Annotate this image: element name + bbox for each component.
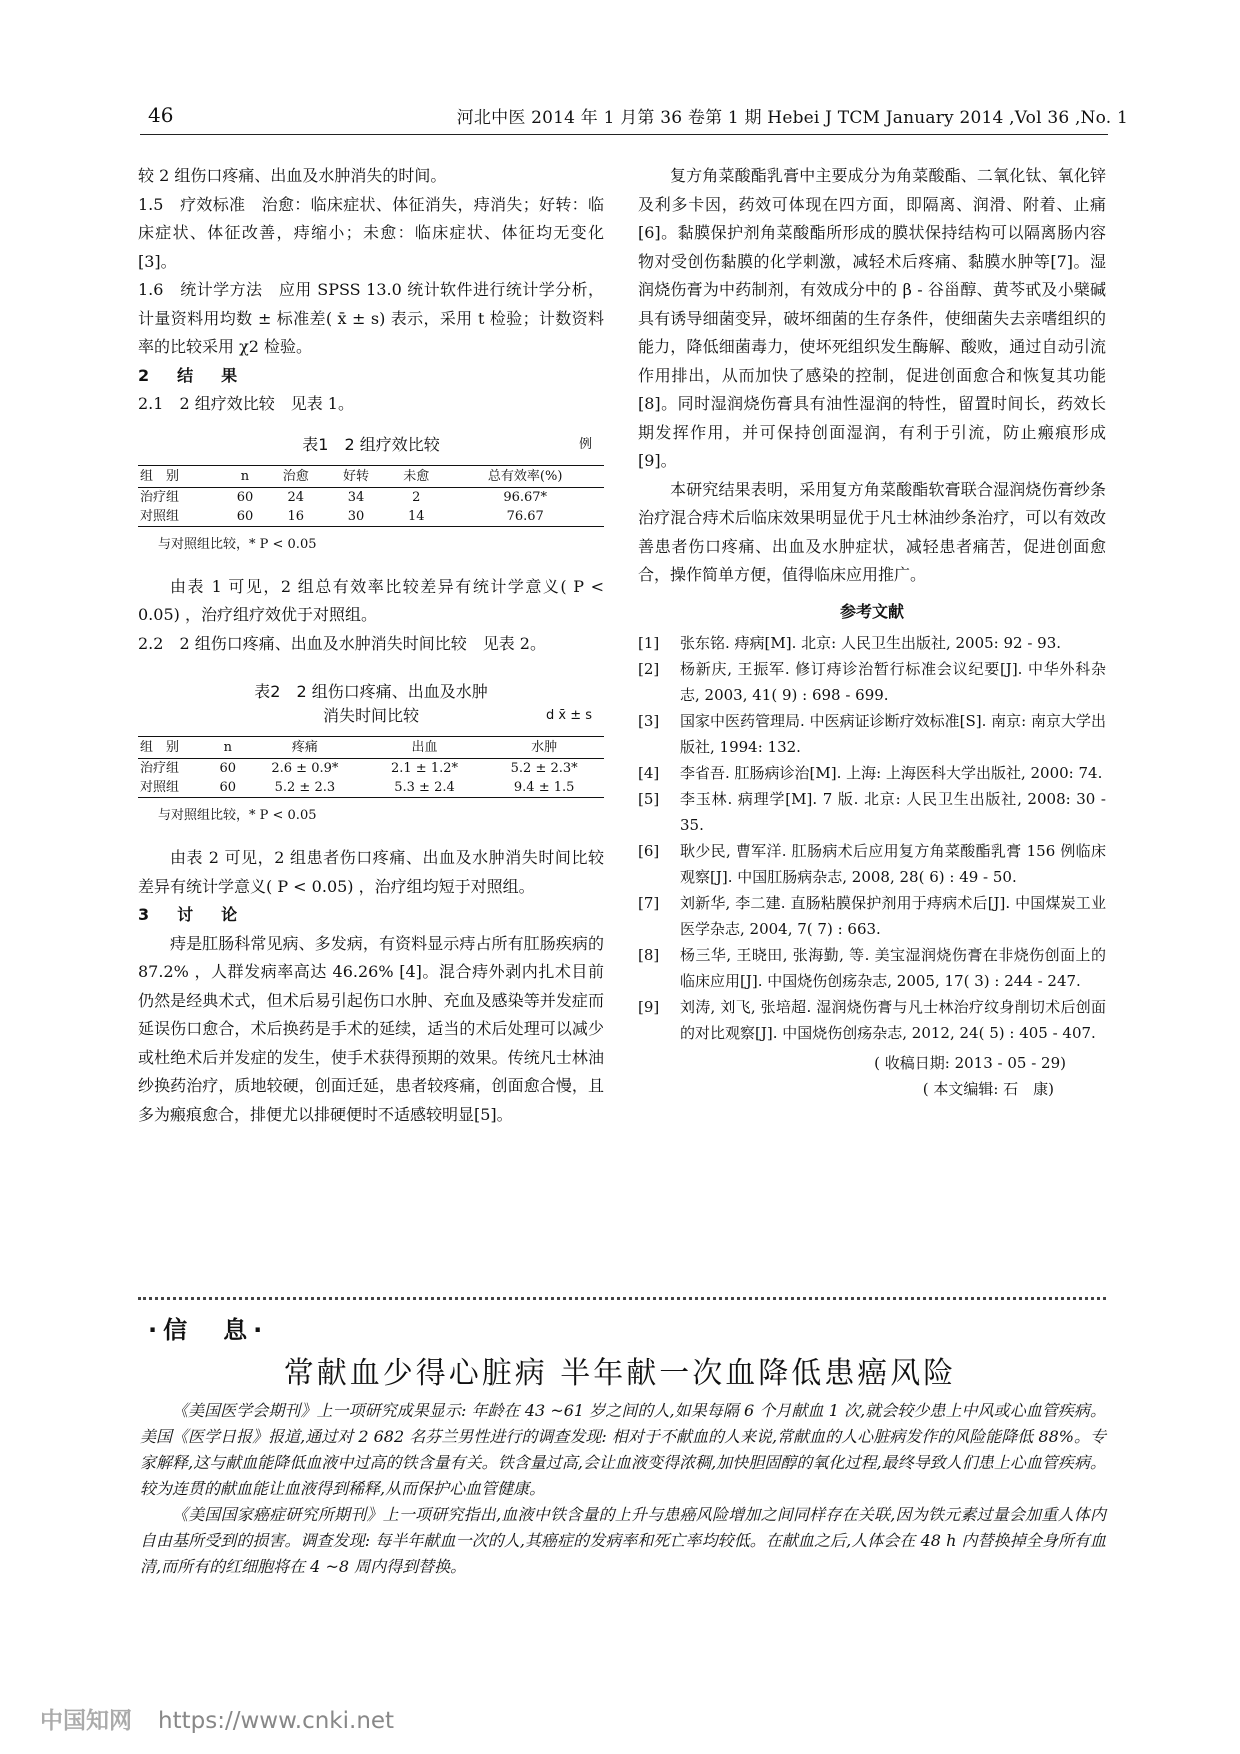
paragraph: 1.6 统计学方法 应用 SPSS 13.0 统计软件进行统计学分析，计量资料用均数 ± 标准差( x̄ ± s) 表示，采用 t 检验；计数资料率的比较采用 χ2 检验。 bbox=[138, 280, 604, 356]
table-row bbox=[138, 778, 604, 798]
table-row bbox=[138, 507, 604, 527]
table-cell: 16 bbox=[266, 507, 326, 527]
header-rule bbox=[140, 134, 1108, 135]
table1-title: 表1 2 组疗效比较 例 bbox=[138, 433, 604, 457]
right-column bbox=[638, 162, 1106, 1102]
info-article-title: 常献血少得心脏病 半年献一次血降低患癌风险 bbox=[283, 1356, 957, 1391]
reference-item: [4] 李省吾. 肛肠病诊治[M]. 上海: 上海医科大学出版社, 2000: 74. bbox=[638, 764, 1103, 782]
reference-item: [9] 刘涛, 刘飞, 张培超. 湿润烧伤膏与凡士林治疗纹身削切术后创面的对比观察[J]. 中国烧伤创疡杂志, 2012, 24( 5) : 405 - 407. bbox=[638, 998, 1106, 1042]
table-header: 治愈 bbox=[266, 465, 326, 487]
paragraph: 《美国国家癌症研究所期刊》上一项研究指出,血液中铁含量的上升与患癌风险增加之间同样存在关联,因为铁元素过量会加重人体内自由基所受到的损害。调查发现: 每半年献血一次的人,其癌症的发病率和死亡率均较低。在献血之后,人体会在 48 h 内替换掉全身所有血清,而所有的红细胞将在 4 ~8 周内得到替换。 bbox=[140, 1505, 1106, 1576]
section-heading-results: 2 结 果 bbox=[138, 365, 244, 385]
table-cell: 5.2 ± 2.3* bbox=[510, 761, 578, 776]
table1 bbox=[138, 465, 604, 527]
table-row bbox=[138, 487, 604, 507]
section-heading-discussion: 3 讨 论 bbox=[138, 905, 244, 924]
table-cell: 24 bbox=[287, 489, 304, 505]
table-cell: 2 bbox=[412, 489, 421, 505]
table-header: 组 别 bbox=[138, 465, 224, 487]
table-header: 疼痛 bbox=[245, 737, 365, 759]
table-cell: 30 bbox=[326, 507, 386, 527]
info-section-tag: ·信 息· bbox=[148, 1316, 269, 1344]
table-cell: 14 bbox=[386, 507, 446, 527]
table-header: 组 别 bbox=[138, 737, 210, 759]
table-header: 好转 bbox=[326, 465, 386, 487]
reference-list bbox=[638, 630, 1106, 1046]
reference-item: [6] 耿少民, 曹军洋. 肛肠病术后应用复方角菜酸酯乳膏 156 例临床观察[J]. 中国肛肠病杂志, 2008, 28( 6) : 49 - 50. bbox=[638, 842, 1106, 886]
reference-item: [1] 张东铭. 痔病[M]. 北京: 人民卫生出版社, 2005: 92 - 93. bbox=[638, 634, 1062, 652]
table-cell: 治疗组 bbox=[140, 761, 180, 776]
reference-item: [3] 国家中医药管理局. 中医病证诊断疗效标准[S]. 南京: 南京大学出版社, 1994: 132. bbox=[638, 712, 1106, 756]
table-header: n bbox=[210, 737, 245, 759]
table-cell: 5.3 ± 2.4 bbox=[365, 778, 485, 798]
table-cell: 34 bbox=[347, 489, 365, 505]
paragraph: 痔是肛肠科常见病、多发病，有资料显示痔占所有肛肠疾病的 87.2% ，人群发病率高达 46.26% [4]。混合痔外剥内扎术目前仍然是经典术式，但术后易引起伤口水肿、充血及感染等并发症而延误伤口愈合，术后换药是手术的延续，适当的术后处理可以减少或杜绝术后并发症的发生，使手术获得预期的效果。传统凡士林油纱换药治疗，质地较硬，创面迁延，患者较疼痛，创面愈合慢，且多为瘢痕愈合，排便尤以排硬便时不适感较明显[5]。 bbox=[138, 933, 604, 1124]
table-cell: 2.1 ± 1.2* bbox=[390, 761, 458, 776]
table-header: n bbox=[224, 465, 265, 487]
section-divider bbox=[138, 1297, 1106, 1300]
table2 bbox=[138, 736, 604, 798]
editor-credit: ( 本文编辑: 石 康) bbox=[922, 1080, 1054, 1098]
watermark-brand: 中国知网 bbox=[40, 1708, 132, 1734]
table-cell: 5.2 ± 2.3 bbox=[245, 778, 365, 798]
reference-item: [7] 刘新华, 李二建. 直肠粘膜保护剂用于痔病术后[J]. 中国煤炭工业医学杂志, 2004, 7( 7) : 663. bbox=[638, 894, 1106, 938]
table-cell: 60 bbox=[224, 507, 265, 527]
table-cell: 96.67* bbox=[503, 489, 548, 505]
table-header: 出血 bbox=[365, 737, 485, 759]
table1-note: 与对照组比较，* P < 0.05 bbox=[158, 536, 317, 552]
paragraph: 由表 2 可见，2 组患者伤口疼痛、出血及水肿消失时间比较差异有统计学意义( P < 0.05) ，治疗组均短于对照组。 bbox=[138, 848, 604, 896]
watermark-url: https://www.cnki.net bbox=[158, 1708, 395, 1734]
table-header: 总有效率(%) bbox=[446, 465, 604, 487]
table-cell: 76.67 bbox=[446, 507, 604, 527]
table-header: 未愈 bbox=[386, 465, 446, 487]
table-cell: 60 bbox=[236, 489, 254, 505]
table-cell: 2.6 ± 0.9* bbox=[271, 761, 339, 776]
table-cell: 60 bbox=[219, 761, 237, 776]
table2-title: 表2 2 组伤口疼痛、出血及水肿 消失时间比较 d x̄ ± s bbox=[138, 680, 604, 728]
paragraph: 2.2 2 组伤口疼痛、出血及水肿消失时间比较 见表 2。 bbox=[138, 633, 546, 653]
paragraph: 2.1 2 组疗效比较 见表 1。 bbox=[138, 394, 354, 413]
paragraph: 1.5 疗效标准 治愈：临床症状、体征消失，痔消失；好转：临床症状、体征改善，痔缩小；未愈：临床症状、体征均无变化[3]。 bbox=[138, 194, 604, 271]
paragraph: 《美国医学会期刊》上一项研究成果显示: 年龄在 43 ~61 岁之间的人,如果每隔 6 个月献血 1 次,就会较少患上中风或心血管疾病。美国《医学日报》报道,通过对 2 682 名芬兰男性进行的调查发现: 相对于不献血的人来说,常献血的人心脏病发作的风险能降低 88%。专家解释,这与献血能降低血液中过高的铁含量有关。铁含量过高,会让血液变得浓稠,加快胆固醇的氧化过程,最终导致人们患上心血管疾病。较为连贯的献血能让血液得到稀释,从而保护心血管健康。 bbox=[140, 1401, 1106, 1498]
info-article-body bbox=[140, 1398, 1106, 1580]
table1-unit: 例 bbox=[578, 436, 592, 452]
references-heading: 参考文献 bbox=[839, 601, 904, 621]
reference-item: [8] 杨三华, 王晓田, 张海勤, 等. 美宝湿润烧伤膏在非烧伤创面上的临床应用[J]. 中国烧伤创疡杂志, 2005, 17( 3) : 244 - 247. bbox=[638, 946, 1106, 990]
left-column bbox=[138, 162, 604, 1129]
table-cell: 9.4 ± 1.5 bbox=[484, 778, 604, 798]
journal-header: 河北中医 2014 年 1 月第 36 卷第 1 期 Hebei J TCM January 2014 ,Vol 36 ,No. 1 bbox=[456, 108, 1128, 128]
table-cell: 对照组 bbox=[138, 507, 224, 527]
table2-note: 与对照组比较，* P < 0.05 bbox=[158, 808, 317, 823]
table-header: 水肿 bbox=[484, 737, 604, 759]
paragraph: 由表 1 可见，2 组总有效率比较差异有统计学意义( P < 0.05) ，治疗组疗效优于对照组。 bbox=[138, 576, 604, 624]
reference-item: [2] 杨新庆, 王振军. 修订痔诊治暂行标准会议纪要[J]. 中华外科杂志, 2003, 41( 9) : 698 - 699. bbox=[638, 660, 1106, 704]
table-cell: 治疗组 bbox=[140, 489, 180, 505]
received-date: ( 收稿日期: 2013 - 05 - 29) bbox=[874, 1054, 1066, 1072]
paragraph: 较 2 组伤口疼痛、出血及水肿消失的时间。 bbox=[138, 166, 447, 185]
table2-unit: d x̄ ± s bbox=[545, 708, 592, 723]
table-cell: 对照组 bbox=[138, 778, 210, 798]
page-number: 46 bbox=[148, 103, 174, 127]
cnki-watermark bbox=[40, 1702, 394, 1735]
table-row bbox=[138, 759, 604, 779]
table-cell: 60 bbox=[210, 778, 245, 798]
reference-item: [5] 李玉林. 病理学[M]. 7 版. 北京: 人民卫生出版社, 2008: 30 - 35. bbox=[638, 790, 1106, 834]
paragraph: 复方角菜酸酯乳膏中主要成分为角菜酸酯、二氧化钛、氧化锌及利多卡因，药效可体现在四方面，即隔离、润滑、附着、止痛[6]。黏膜保护剂角菜酸酯所形成的膜状保持结构可以隔离肠内容物对受创伤黏膜的化学刺激，减轻术后疼痛、黏膜水肿等[7]。湿润烧伤膏为中药制剂，有效成分中的 β - 谷甾醇、黄芩甙及小檗碱具有诱导细菌变异，破坏细菌的生存条件，使细菌失去亲嗜组织的能力，降低细菌毒力，使坏死组织发生酶解、酸败，通过自动引流作用排出，从而加快了感染的控制，促进创面愈合和恢复其功能[8]。同时湿润烧伤膏具有油性湿润的特性，留置时间长，药效长期发挥作用，并可保持创面湿润，有利于引流，防止瘢痕形成[9]。 bbox=[638, 166, 1106, 470]
paragraph: 本研究结果表明，采用复方角菜酸酯软膏联合湿润烧伤膏纱条治疗混合痔术后临床效果明显优于凡士林油纱条治疗，可以有效改善患者伤口疼痛、出血及水肿症状，减轻患者痛苦，促进创面愈合，操作简单方便，值得临床应用推广。 bbox=[638, 479, 1106, 584]
